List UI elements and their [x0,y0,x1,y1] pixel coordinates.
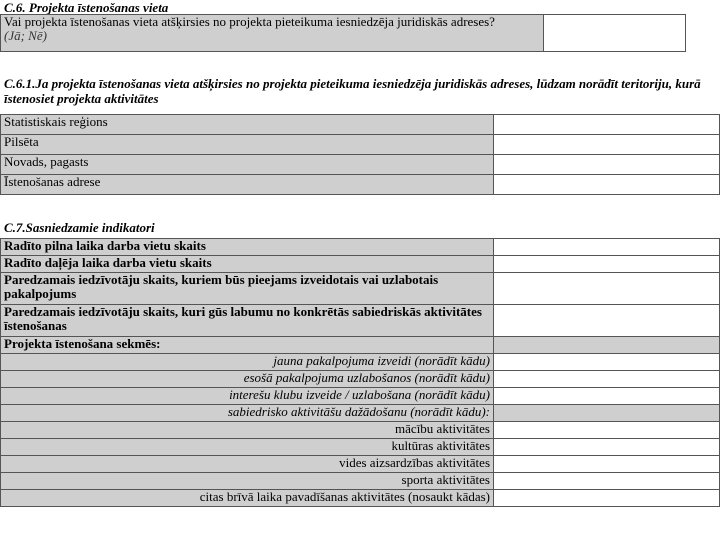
indicator-input[interactable] [494,256,720,273]
table-row [1,473,720,490]
table-row [1,135,720,155]
table-row [1,115,720,135]
indicator-label: Radīto daļēja laika darba vietu skaits [1,256,494,273]
territory-input[interactable] [494,115,720,135]
indicator-input[interactable] [494,273,720,305]
indicator-input[interactable] [494,388,720,405]
location-question: Vai projekta īstenošanas vieta atšķirsies no projekta pieteikuma iesniedzēja juridiskās adreses? [4,14,495,29]
section-c6-heading: C.6. Projekta īstenošanas vieta [4,0,169,15]
activity-label: citas brīvā laika pavadīšanas aktivitātes (nosaukt kādas) [1,490,494,507]
indicator-spacer-cell [494,337,720,354]
table-row [1,273,720,305]
table-row [1,256,720,273]
table-row [1,422,720,439]
location-table [0,14,686,52]
territory-label: Novads, pagasts [1,155,494,175]
activity-input[interactable] [494,439,720,456]
activity-label: sporta aktivitātes [1,473,494,490]
indicator-input[interactable] [494,354,720,371]
indicator-sublabel: esošā pakalpojuma uzlabošanos (norādīt kādu) [1,371,494,388]
indicator-label: Paredzamais iedzīvotāju skaits, kuriem būs pieejams izveidotais vai uzlabotais pakalpojums [1,273,494,305]
table-row [1,337,720,354]
territory-input[interactable] [494,175,720,195]
territory-table [0,114,720,195]
indicator-sublabel: jauna pakalpojuma izveidi (norādīt kādu) [1,354,494,371]
table-row [1,405,720,422]
location-question-hint: (Jā; Nē) [4,28,47,43]
table-row [1,388,720,405]
table-row [1,456,720,473]
territory-input[interactable] [494,135,720,155]
territory-label: Statistiskais reģions [1,115,494,135]
activity-input[interactable] [494,473,720,490]
territory-label: Īstenošanas adrese [1,175,494,195]
indicator-input[interactable] [494,371,720,388]
territory-input[interactable] [494,155,720,175]
activity-input[interactable] [494,456,720,473]
table-row [1,239,720,256]
activity-label: vides aizsardzības aktivitātes [1,456,494,473]
indicator-label: Projekta īstenošana sekmēs: [1,337,494,354]
location-answer-field[interactable] [544,15,686,52]
indicator-sublabel: sabiedrisko aktivitāšu dažādošanu (norādīt kādu): [1,405,494,422]
indicator-input[interactable] [494,239,720,256]
table-row [1,305,720,337]
table-row [1,490,720,507]
table-row [1,175,720,195]
table-row [1,371,720,388]
indicator-sublabel: interešu klubu izveide / uzlabošana (norādīt kādu) [1,388,494,405]
activity-label: mācību aktivitātes [1,422,494,439]
table-row [1,439,720,456]
indicator-input[interactable] [494,305,720,337]
table-row [1,15,686,52]
activity-input[interactable] [494,422,720,439]
table-row [1,354,720,371]
section-c7-heading: C.7.Sasniedzamie indikatori [4,220,155,235]
indicators-table [0,238,720,507]
activity-input[interactable] [494,490,720,507]
section-c61-heading: C.6.1.Ja projekta īstenošanas vieta atšķirsies no projekta pieteikuma iesniedzēja juridiskās adreses, lūdzam norādīt teritoriju, kurā īstenosiet projekta aktivitātes [4,76,701,106]
table-row [1,155,720,175]
indicator-spacer-cell [494,405,720,422]
indicator-label: Paredzamais iedzīvotāju skaits, kuri gūs labumu no konkrētās sabiedriskās aktivitātes īstenošanas [1,305,494,337]
location-question-cell [1,15,544,52]
territory-label: Pilsēta [1,135,494,155]
activity-label: kultūras aktivitātes [1,439,494,456]
indicator-label: Radīto pilna laika darba vietu skaits [1,239,494,256]
